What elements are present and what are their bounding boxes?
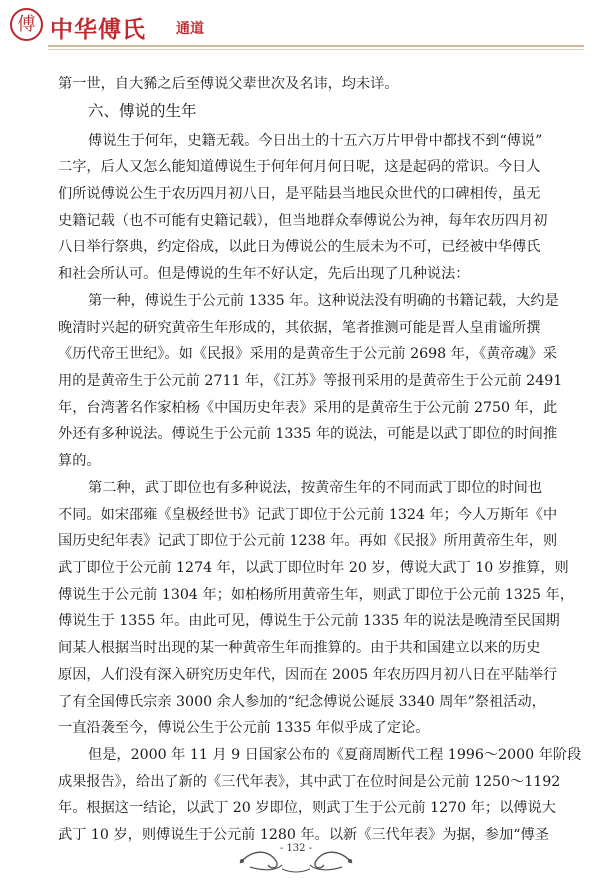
text-line: 但是，2000 年 11 月 9 日国家公布的《夏商周断代工程 1996～2000 年阶段 (88, 747, 582, 763)
site-logo-text: 中华傅氏 (50, 17, 146, 43)
text-line: 国历史纪年表》记武丁即位于公元前 1238 年。再如《民报》所用黄帝生年，则 (58, 533, 558, 549)
text-line: 武丁即位于公元前 1274 年，以武丁即位时年 20 岁，傅说大武丁 10 岁推算，则 (58, 560, 569, 576)
text-line: 第一世，自大豨之后至傅说父辈世次及名讳，均未详。 (58, 76, 399, 92)
header-rule (48, 45, 584, 47)
text-line: 史籍记载（也不可能有史籍记载），但当地群众奉傅说公为神，每年农历四月初 (58, 213, 548, 229)
text-line: 傅说生于公元前 1304 年；如柏杨所用黄帝生年，则武丁即位于公元前 1325 年， (58, 587, 574, 603)
text-line: 八日举行祭典，约定俗成，以此日为傅说公的生辰未为不可，已经被中华傅氏 (58, 239, 541, 255)
text-line: 年，台湾著名作家柏杨《中国历史年表》采用的是黄帝生于公元前 2750 年，此 (58, 400, 558, 416)
text-line: 《历代帝王世纪》。如《民报》采用的是黄帝生于公元前 2698 年，《黄帝魂》采 (58, 346, 558, 362)
text-line: 一直沿袭至今，傅说公生于公元前 1335 年似乎成了定论。 (58, 720, 430, 736)
text-line: 成果报告》，给出了新的《三代年表》，其中武丁在位时间是公元前 1250～1192 (58, 774, 561, 790)
text-line: 间某人根据当时出现的某一种黄帝生年而推算的。由于共和国建立以来的历史 (58, 640, 541, 656)
text-line: 和社会所认可。但是傅说的生年不好认定，先后出现了几种说法： (58, 266, 470, 282)
header-rule-thin (48, 49, 584, 50)
text-line: 外还有多种说法。傅说生于公元前 1335 年的说法，可能是以武丁即位的时间推 (58, 426, 558, 442)
site-logo-subtext: 通道 (176, 21, 204, 37)
page-header (0, 0, 592, 48)
text-line: 原因，人们没有深入研究历史年代，因而在 2005 年农历四月初八日在平陆举行 (58, 667, 558, 683)
text-line: 不同。如宋邵雍《皇极经世书》记武丁即位于公元前 1324 年；今人万斯年《中 (58, 507, 558, 523)
text-line: 算的。 (58, 453, 101, 469)
text-line: 了有全国傅氏宗亲 3000 余人参加的“纪念傅说公诞辰 3340 周年”祭祖活动， (58, 694, 546, 710)
text-line: 傅说生于何年，史籍无载。今日出土的十五六万片甲骨中都找不到“傅说” (88, 133, 543, 149)
text-line: 傅说生于 1355 年。由此可见，傅说生于公元前 1335 年的说法是晚清至民国期 (58, 613, 560, 629)
text-line: 第一种，傅说生于公元前 1335 年。这种说法没有明确的书籍记载，大约是 (88, 293, 559, 309)
text-line: 晚清时兴起的研究黄帝生年形成的，其依据，笔者推测可能是晋人皇甫谧所撰 (58, 320, 541, 336)
page-number: - 132 - (279, 843, 313, 854)
text-line: 武丁 10 岁，则傅说生于公元前 1280 年。以新《三代年表》为据，参加“傅圣 (58, 827, 549, 843)
text-line: 用的是黄帝生于公元前 2711 年，《江苏》等报刊采用的是黄帝生于公元前 2491 (58, 373, 563, 389)
seal-logo: 傅 (10, 8, 43, 41)
text-line: 们所说傅说公生于农历四月初八日，是平陆县当地民众世代的口碑相传，虽无 (58, 186, 541, 202)
text-line: 年。根据这一结论，以武丁 20 岁即位，则武丁生于公元前 1270 年；以傅说大 (58, 800, 556, 816)
text-line: 第二种，武丁即位也有多种说法，按黄帝生年的不同而武丁即位的时间也 (88, 480, 543, 496)
section-heading: 六、傅说的生年 (88, 102, 197, 120)
text-line: 二字，后人又怎么能知道傅说生于何年何月何日呢，这是起码的常识。今日人 (58, 159, 541, 175)
